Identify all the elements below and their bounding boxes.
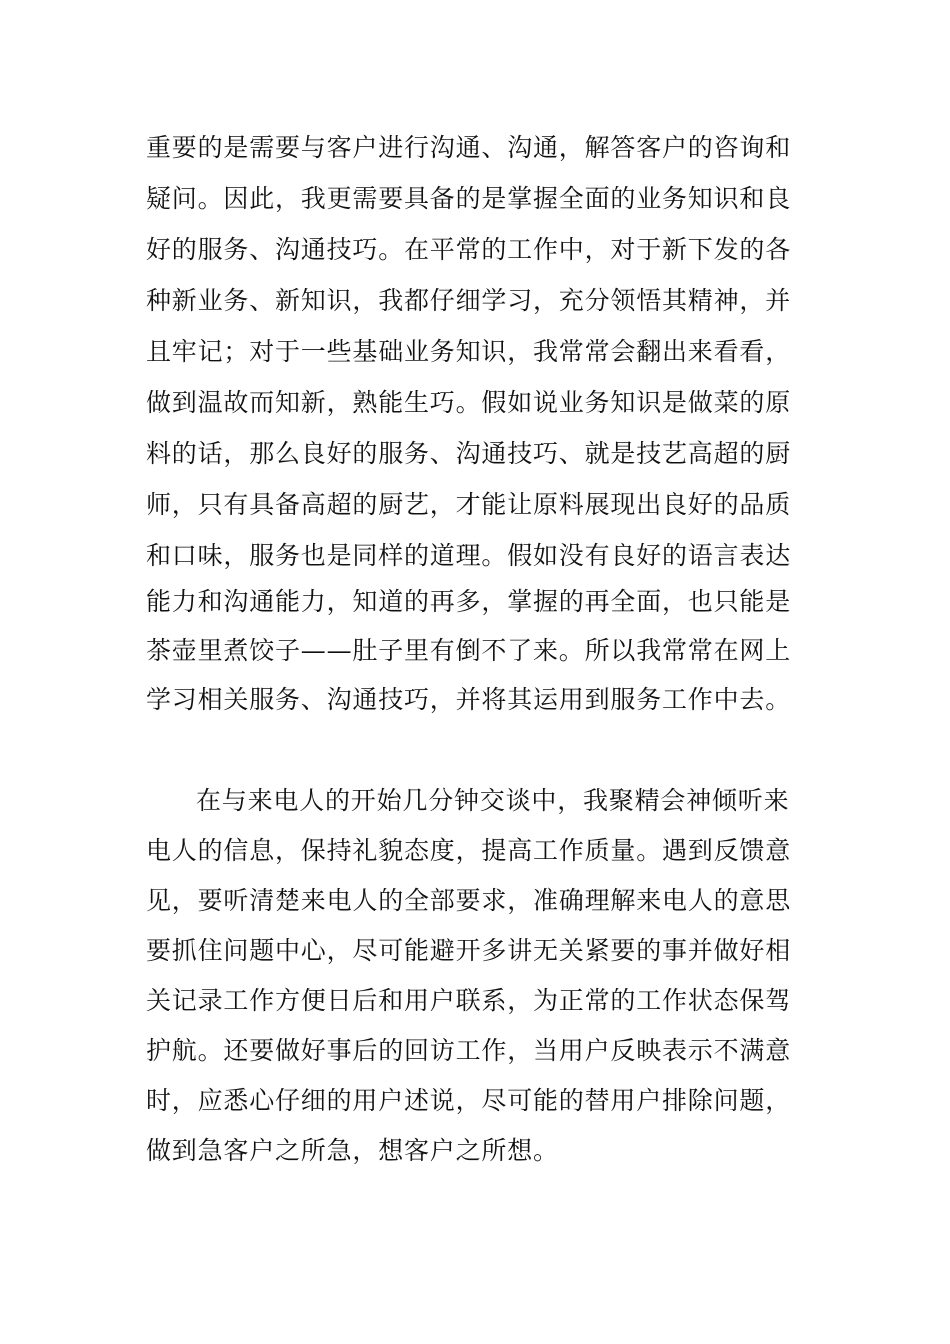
text-line: 疑问。因此，我更需要具备的是掌握全面的业务知识和良 bbox=[146, 184, 792, 213]
text-line: 做到温故而知新，熟能生巧。假如说业务知识是做菜的原 bbox=[146, 388, 792, 417]
text-line: 要抓住问题中心，尽可能避开多讲无关紧要的事并做好相 bbox=[146, 936, 792, 965]
text-line: 关记录工作方便日后和用户联系，为正常的工作状态保驾 bbox=[146, 986, 792, 1015]
text-line: 重要的是需要与客户进行沟通、沟通，解答客户的咨询和 bbox=[146, 133, 792, 162]
text-line: 时，应悉心仔细的用户述说，尽可能的替用户排除问题， bbox=[146, 1086, 792, 1115]
text-line: 料的话，那么良好的服务、沟通技巧、就是技艺高超的厨 bbox=[146, 439, 792, 468]
text-line: 做到急客户之所急，想客户之所想。 bbox=[146, 1136, 559, 1165]
text-line: 能力和沟通能力，知道的再多，掌握的再全面，也只能是 bbox=[146, 587, 792, 616]
text-line: 电人的信息，保持礼貌态度，提高工作质量。遇到反馈意 bbox=[146, 836, 792, 865]
text-line: 见，要听清楚来电人的全部要求，准确理解来电人的意思 bbox=[146, 886, 792, 915]
text-line: 和口味，服务也是同样的道理。假如没有良好的语言表达 bbox=[146, 541, 792, 570]
text-line: 师，只有具备高超的厨艺，才能让原料展现出良好的品质 bbox=[146, 490, 792, 519]
text-line: 学习相关服务、沟通技巧，并将其运用到服务工作中去。 bbox=[146, 685, 792, 714]
text-line: 好的服务、沟通技巧。在平常的工作中，对于新下发的各 bbox=[146, 235, 792, 264]
text-line: 茶壶里煮饺子——肚子里有倒不了来。所以我常常在网上 bbox=[146, 636, 792, 665]
text-line: 护航。还要做好事后的回访工作，当用户反映表示不满意 bbox=[146, 1036, 792, 1065]
text-line: 种新业务、新知识，我都仔细学习，充分领悟其精神，并 bbox=[146, 286, 792, 315]
text-line: 且牢记；对于一些基础业务知识，我常常会翻出来看看， bbox=[146, 337, 792, 366]
text-line: 在与来电人的开始几分钟交谈中，我聚精会神倾听来 bbox=[196, 786, 790, 815]
